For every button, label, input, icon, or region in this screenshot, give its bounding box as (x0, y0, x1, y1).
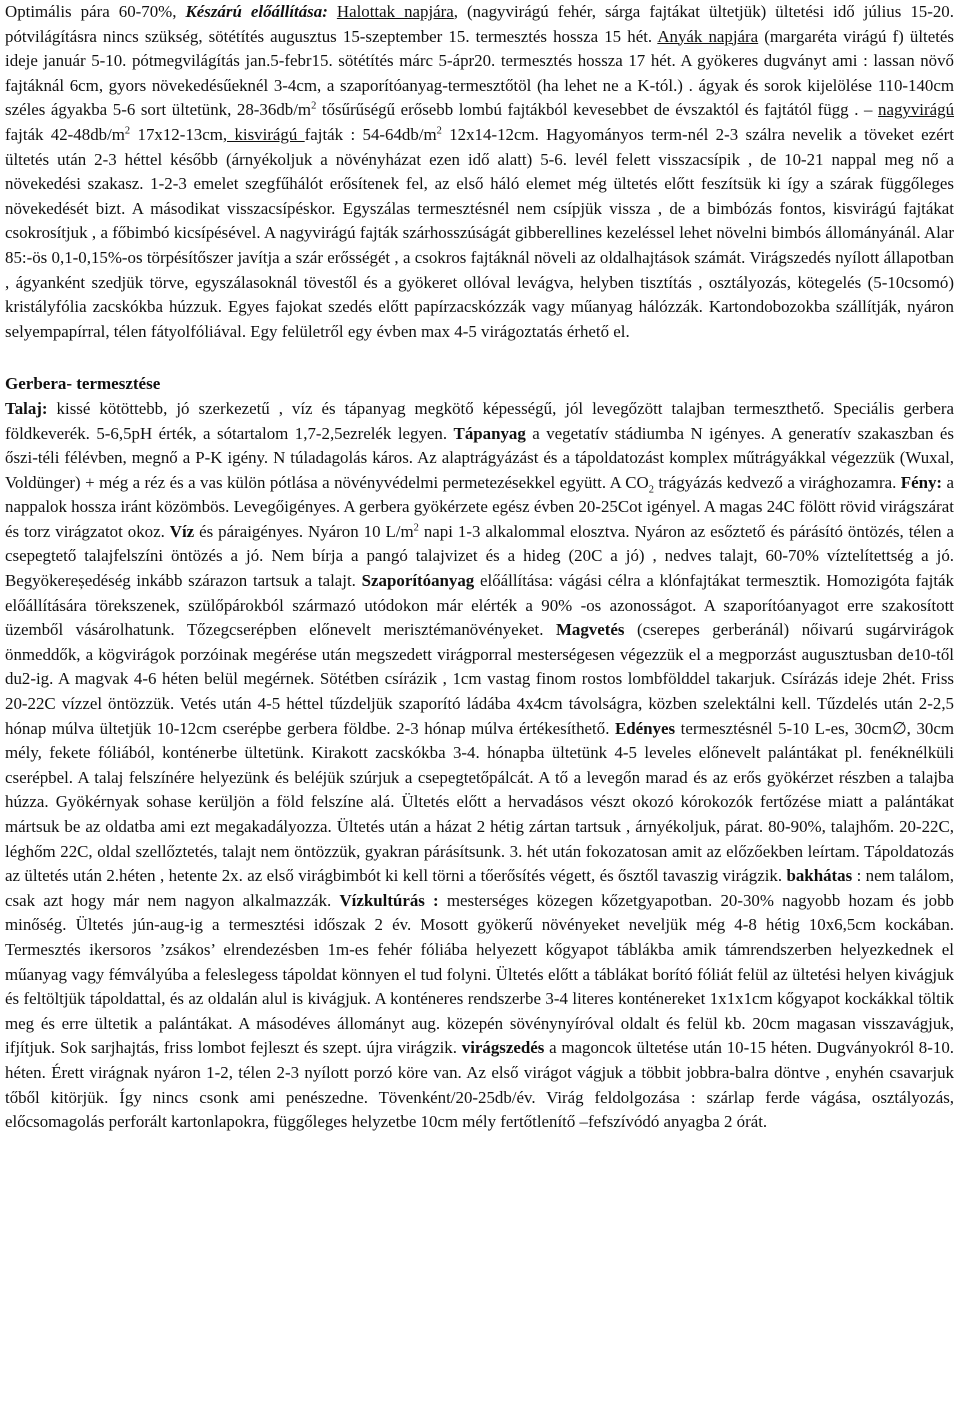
text-segment: előállítása: vágási célra a klónfajtákat termesztik. Homozigóta fajták előállítására törekszenek, szülőpárokból származó utódokon már elérték a 90% -os azonosságot. A szaporítóanyagot erre szakosított üzemből vásárolhatunk. Tőzegcserépben előnevelt merisztémanövényeket. (5, 571, 954, 640)
text-segment: Talaj: (5, 398, 48, 418)
text-segment: Fény: (900, 472, 943, 492)
gerbera-paragraph (5, 397, 954, 1135)
text-segment: Magvetés (555, 620, 625, 640)
text-segment: , (nagyvirágú fehér, sárga fajtákat ültetjük) ültetési idő július 15-20. pótvilágításra nincs szükség, sötétítés augusztus 15-szeptember 15. termesztés hossza 15 hét. (5, 2, 954, 46)
text-segment: 2 (436, 125, 442, 137)
text-segment: , kisvirágú (222, 124, 305, 144)
text-segment: Készárú előállítása: (185, 2, 328, 21)
text-segment: napi 1-3 alkalommal elosztva. Nyáron az esőztető és párásító öntözés, télen a csepegtető talajfelszíni öntözés a jó. Nem bírja a pangó talajvizet és a hideg (20C a jó) , nedves talajt, 60-70% víztelítettség a jó. Begyökereședéség inkább szárazon tartsuk a talajt. (5, 521, 955, 591)
text-segment: a nappalok hossza iránt közömbös. Levegőigényes. A gerbera gyökérzete egész évben 20-25Cot igényel. A magas 24C fölött rövid virágszárat és torz virágzatot okoz. (5, 472, 954, 541)
text-segment: fajták : 54-64db/m (304, 124, 437, 144)
text-segment: a vegetatív stádiumba N igényes. A generatív szakaszban és őszi-téli félévben, megnő a P-K igény. N túladagolás káros. Az alaptrágyázást és a tápoldatozást komplex műtrágyákkal végezzük (Wuxal, Voldünger) + még a réz és a vas külön pótlása a növényvédelmi permetezésekkel együtt. A CO (5, 423, 955, 492)
intro-paragraph (5, 0, 954, 344)
text-segment: termesztésnél 5-10 L-es, 30cm∅, 30cm mély, fekete fóliából, konténerbe ültetünk. Kirakott zacskókba 3-4. hónapba ültetünk 4-5 leveles előnevelt palántákat pl. fenéknélküli cserépbel. A talaj felszínére helyezünk és beléjük szúrjuk a csepegtetőpálcát. A tő a levegőn marad és az erős gyökérzet részben a talajba húzza. Gyökérnyak sohase kerüljön a föld felszíne alá. Ültetés előtt a hervadásos vészt okozó kórokozók fertőzése miatt a palántákat mártsuk be az oldatba ami ezt megakadályozza. Ültetés után a házat 2 hétig zártan tartsuk , árnyékoljuk, párat. 80-90%, talajhőm. 20-22C, léghőm 22C, oldal szellőztetés, talajt nem öntözzük, gyakran párásítsunk. 3. hét után fokozatosan amit az előzőekben leírtam. Tápoldatozás az ültetés után 2.héten , hetente 2x. az első virágbimbót ki kell törni a tőerősítés végett, és ősztől tavaszig virágzik. (5, 718, 954, 886)
text-segment: 17x12-13cm (130, 124, 223, 144)
text-segment: (margaréta virágú f) ültetés ideje január 5-10. pótmegvilágítás jan.5-febr15. sötétítés márc 5-ápr20. termesztés hossza 17 hét. A gyökeres dugványt ami : lassan növő fajtáknál 6cm, gyors növekedésűeknél 3-4cm, a szaporítóanyag-termesztőtöl (ha lehet ne a K-tól.) . ágyak és sorok kijelölése 110-140cm széles ágyakba 5-6 sort ültetünk, 28-36db/m (5, 26, 954, 120)
text-segment: Halottak napjára (336, 2, 454, 21)
text-segment: Edényes (614, 718, 676, 738)
text-segment: trágyázás kedvező a virághozamra. (653, 472, 901, 492)
text-segment: virágszedés (461, 1038, 545, 1058)
text-segment: Víz (169, 521, 195, 541)
text-segment: és páraigényes. Nyáron 10 L/m (194, 521, 414, 541)
text-segment: fajták 42-48db/m (5, 124, 125, 144)
text-segment: : nem találom, csak azt hogy már nem nagyon alkalmazzák. (5, 866, 955, 910)
text-segment: Tápanyag (453, 423, 526, 443)
text-segment: 2 (413, 522, 419, 534)
text-segment: Anyák napjára (657, 26, 759, 46)
text-segment: a magoncok ültetése után 10-15 héten. Dugványokról 8-10. héten. Érett virágnak nyáron 1-2, télen 2-3 nyílott porzó köre van. Az első virágot vágjuk a többit jobbra-balra döntve , enyhén csavarjuk tőből kitörjük. Így nincs csonk ami penészedne. Tövenként/20-25db/év. Virág feldolgozása : szárlap ferde vágása, osztályozás, előcsomagolás perforált kartonlapokra, függőleges helyzetbe 10cm mély fertőtlenítő –fefszívódó anyagba 2 órát. (5, 1038, 954, 1132)
text-segment: mesterséges közegen kőzetgyapotban. 20-30% nagyobb hozam és jobb minőség. Ültetés jún-aug-ig a termesztési időszak 2 év. Mosott gyökerű növényeket neveljük még 4-8 hétig 10x6,5cm kockában. Termesztés ikersoros ’zsákos’ elrendezésben 1m-es fehér fóliába helyezett kőgyapot táblákba amik támrendszerben helyezkednek el műanyag vagy fémvályúba a feleslegess tápoldat könnyen el tud folyni. Ültetés előtt a táblákat borító fóliát felül az ültetési helyen kivágjuk és feltöltjük tápoldattal, és az oldalán alul is kivágjuk. A konténeres rendszerbe 3-4 literes konténereket 1x1x1cm kőgyapot kockákkal töltik meg és erre ültetik a palántákat. A másodéves állományt aug. közepén sövénynyíróval oldalt és felül kb. 20cm magasan visszavágjuk, ifjítjuk. Sok sarjhajtás, friss lombot fejleszt és szept. újra virágzik. (5, 890, 954, 1058)
text-segment: 2 (124, 125, 131, 137)
text-segment: Vízkultúrás : (339, 890, 439, 910)
text-segment: 12x14-12cm. Hagyományos term-nél 2-3 szálra nevelik a töveket ezért ültetés után 2-3 héttel később (árnyékoljuk a növényházat ezen idő alatt) 5-6. levél felett visszacsípik , de 10-21 nappal meg nő a növekedési szakasz. 1-2-3 emelet szegfűhálót erősítenek fel, az első háló elemet még ültetés előtt feszítsük ki így a szárak függőleges növekedését bizt. A másodikat visszacsípéskor. Egyszálas termesztésnél nem csípjük vissza , de a bimbózás fontos, kisvirágú fajtákat csokrosítjuk , a főbimbó kicsípésével. A nagyvirágú fajták szárhosszúságát gibberellines kezeléssel lehet növelni bimbós állományánál. Alar 85:-ös 0,1-0,15%-os törpésítőszer javítja a szár erősségét , a csokros fajtáknál növeli az oldalhajtások számát. Virágszedés nyílott állapotban , ágyanként szedjük törve, egyszálasoknál tövestől és a gyökeret ollóval levágva, helyben tisztítás , osztályozás, kötegelés (5-10csomó) kristályfólia zacskókba húzzuk. Egyes fajokat szedés előtt papírzacskózzák vagy műanyag hálózzák. Kartondobozokba szállítják, nyáron selyempapírral, télen fátyolfóliával. Egy felületről egy évben max 4-5 virágoztatás érhető el. (5, 124, 954, 341)
text-segment: 2 (648, 484, 654, 496)
text-segment: 2 (311, 100, 317, 112)
text-segment: Szaporítóanyag (361, 571, 475, 591)
text-segment: Optimális pára 60-70%, (5, 2, 186, 21)
text-segment: (cserepes gerberánál) nőivarú sugárvirágok önmeddők, a kögvirágok porzóinak megérése után megszedett virágporral mesterségesen végezzük el a megporzást augusztusban de10-től du2-ig. A magvak 4-6 héten belül megérnek. Sötétben csírázik , 1cm vastag finom rostos lombfölddel takarjuk. Csírázás ideje 2hét. Friss 20-22C vízzel öntözzük. Vetés után 4-5 héttel tűzdeljük szaporító ládába 4x4cm távolságra, közben szelektálni kell. Tűzdelés után 2-2,5 hónap múlva ültetjük 10-12cm cserépbe gerbera földbe. 2-3 hónap múlva értékesíthető. (5, 620, 954, 738)
text-segment (328, 2, 337, 21)
text-segment: kissé kötöttebb, jó szerkezetű , víz és tápanyag megkötő képességű, jól levegőzött talajban termeszthető. Speciális gerbera földkeverék. 5-6,5pH érték, a sótartalom 1,7-2,5ezrelék legyen. (5, 398, 954, 443)
text-segment: nagyvirágú (878, 100, 955, 120)
text-segment: bakhátas (786, 866, 853, 886)
section-heading: Gerbera- termesztése (5, 374, 161, 394)
text-segment: tősűrűségű erősebb lombú fajtákból kevesebbet de évszaktól és fajtától függ . – (316, 100, 879, 120)
